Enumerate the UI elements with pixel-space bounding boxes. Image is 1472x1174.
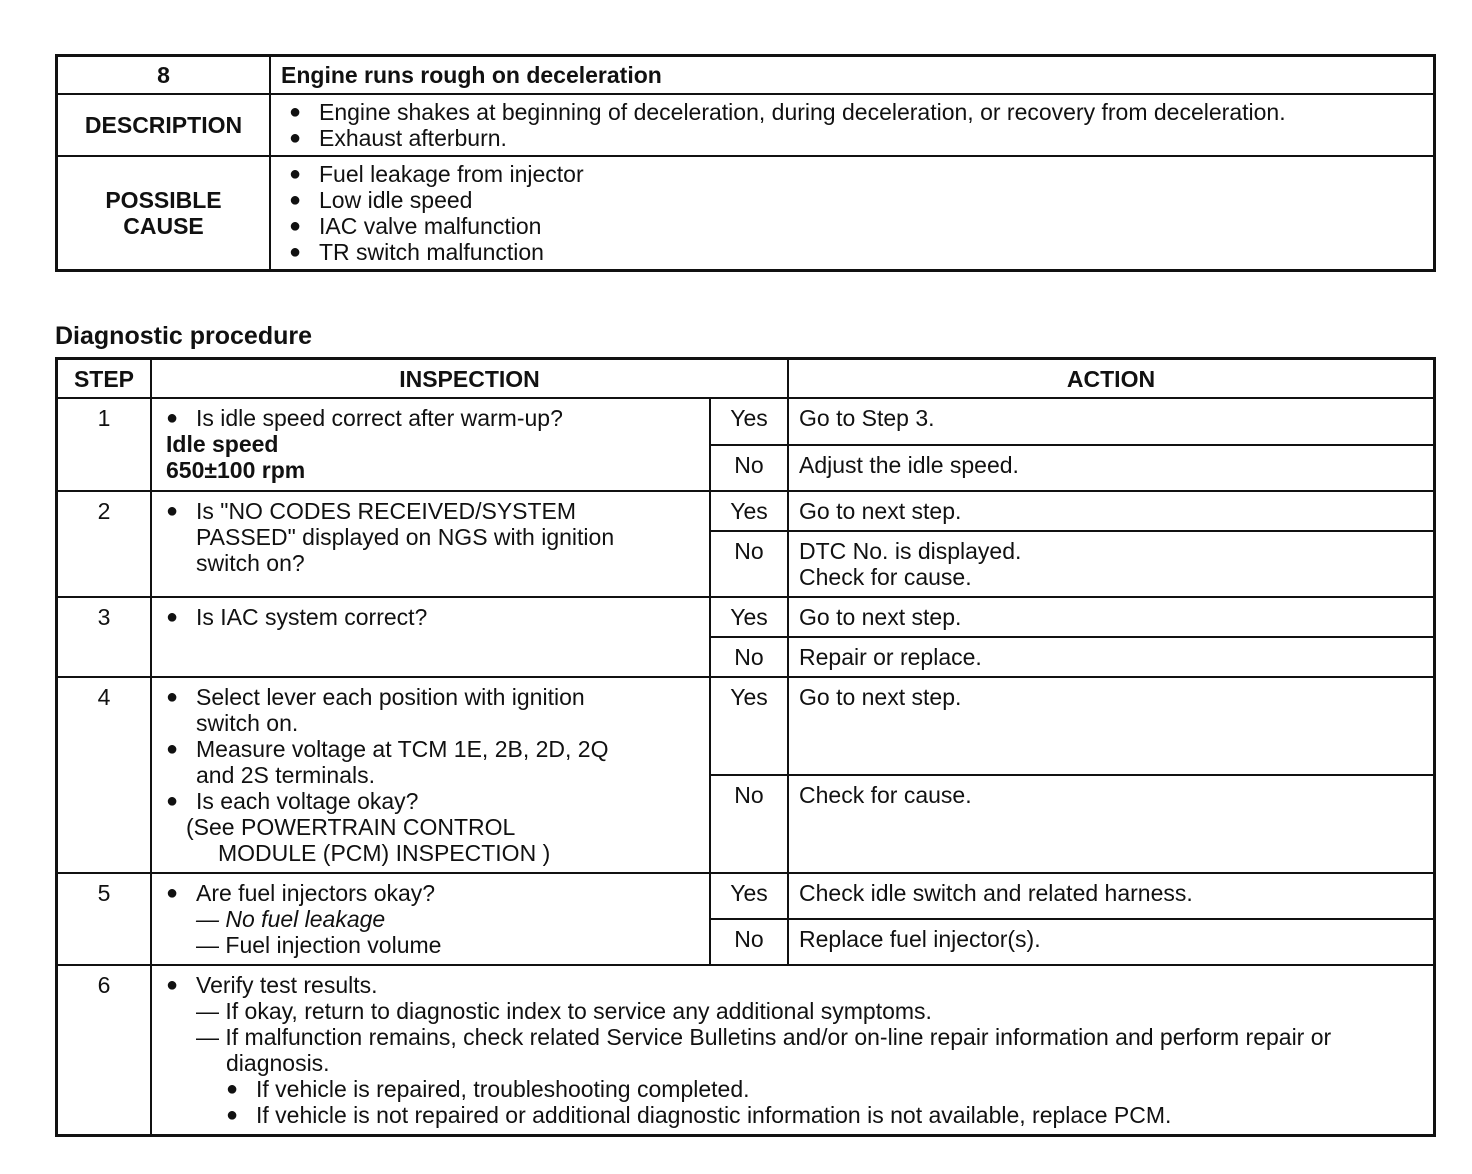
list-item: ● TR switch malfunction xyxy=(289,239,544,265)
list-item: ● Engine shakes at beginning of deceleration, during deceleration, or recovery from deceleration. xyxy=(289,99,1286,125)
table-header-row xyxy=(57,359,1435,399)
list-item: ● Exhaust afterburn. xyxy=(289,125,507,151)
diagnostic-table xyxy=(55,357,1436,1137)
header-action: ACTION xyxy=(788,359,1435,399)
inspection-cell: ● Is IAC system correct? xyxy=(151,597,710,677)
action-yes: Go to next step. xyxy=(788,677,1435,775)
bullet-icon: ● xyxy=(166,606,179,628)
no-label: No xyxy=(710,919,788,965)
bullet-icon: ● xyxy=(289,127,302,149)
no-label: No xyxy=(710,637,788,677)
table-row xyxy=(57,597,1435,637)
no-label: No xyxy=(710,775,788,873)
no-label: No xyxy=(710,531,788,597)
step-number: 6 xyxy=(57,965,152,1136)
bullet-icon: ● xyxy=(226,1078,239,1100)
bullet-icon: ● xyxy=(289,189,302,211)
list-item: ● Low idle speed xyxy=(289,187,473,213)
description-label: DESCRIPTION xyxy=(57,94,271,156)
bullet-icon: ● xyxy=(166,500,179,522)
cause-label: POSSIBLE CAUSE xyxy=(57,156,271,271)
inspection-cell: ● Is "NO CODES RECEIVED/SYSTEM PASSED" displayed on NGS with ignition switch on? xyxy=(151,491,710,597)
table-row xyxy=(57,677,1435,775)
bullet-icon: ● xyxy=(166,790,179,812)
list-item: ● IAC valve malfunction xyxy=(289,213,542,239)
step-number: 1 xyxy=(57,398,152,491)
action-yes: Go to next step. xyxy=(788,597,1435,637)
no-label: No xyxy=(710,445,788,491)
action-no: Check for cause. xyxy=(788,775,1435,873)
bullet-icon: ● xyxy=(289,241,302,263)
inspection-cell: ● Is idle speed correct after warm-up? Idle speed 650±100 rpm xyxy=(151,398,710,491)
action-no: Repair or replace. xyxy=(788,637,1435,677)
step-number: 4 xyxy=(57,677,152,873)
yes-label: Yes xyxy=(710,398,788,445)
table-row xyxy=(57,398,1435,445)
yes-label: Yes xyxy=(710,491,788,531)
symptom-title: Engine runs rough on deceleration xyxy=(270,56,1435,95)
step-number: 3 xyxy=(57,597,152,677)
yes-label: Yes xyxy=(710,873,788,919)
yes-label: Yes xyxy=(710,677,788,775)
bullet-icon: ● xyxy=(289,215,302,237)
table-row xyxy=(57,873,1435,919)
inspection-cell: ● Are fuel injectors okay? — No fuel leakage — Fuel injection volume xyxy=(151,873,710,965)
step-number: 5 xyxy=(57,873,152,965)
header-step: STEP xyxy=(57,359,152,399)
bullet-icon: ● xyxy=(289,163,302,185)
cause-row xyxy=(57,156,1435,271)
procedure-title: Diagnostic procedure xyxy=(55,322,312,350)
bullet-icon: ● xyxy=(166,882,179,904)
cause-list xyxy=(270,156,1435,271)
description-list xyxy=(270,94,1435,156)
inspection-cell: ● Select lever each position with ignition switch on. ● Measure voltage at TCM 1E, 2B, 2D, 2Q and 2S terminals. ● Is each voltage okay? (See POWERTRAIN CONTROL MODULE (PCM) INSPECTION ) xyxy=(151,677,710,873)
action-no: DTC No. is displayed. Check for cause. xyxy=(788,531,1435,597)
symptom-table xyxy=(55,54,1436,272)
description-row xyxy=(57,94,1435,156)
bullet-icon: ● xyxy=(166,686,179,708)
action-no: Adjust the idle speed. xyxy=(788,445,1435,491)
yes-label: Yes xyxy=(710,597,788,637)
list-item: ● Fuel leakage from injector xyxy=(289,161,584,187)
header-inspection: INSPECTION xyxy=(151,359,788,399)
table-row xyxy=(57,491,1435,531)
symptom-number: 8 xyxy=(57,56,271,95)
bullet-icon: ● xyxy=(289,101,302,123)
symptom-header-row xyxy=(57,56,1435,95)
action-yes: Check idle switch and related harness. xyxy=(788,873,1435,919)
action-yes: Go to next step. xyxy=(788,491,1435,531)
action-yes: Go to Step 3. xyxy=(788,398,1435,445)
bullet-icon: ● xyxy=(166,974,179,996)
inspection-cell: ● Verify test results. — If okay, return to diagnostic index to service any additional symptoms. — If malfunction remains, check related Service Bulletins and/or on-line repair information and perform repair or diagnosis. ● If vehicle is repaired, troubleshooting completed. ● If vehicle is not repaired or additional diagnostic information is not available, replace PCM. xyxy=(151,965,1435,1136)
action-no: Replace fuel injector(s). xyxy=(788,919,1435,965)
bullet-icon: ● xyxy=(166,738,179,760)
bullet-icon: ● xyxy=(166,407,179,429)
step-number: 2 xyxy=(57,491,152,597)
table-row xyxy=(57,965,1435,1136)
bullet-icon: ● xyxy=(226,1104,239,1126)
